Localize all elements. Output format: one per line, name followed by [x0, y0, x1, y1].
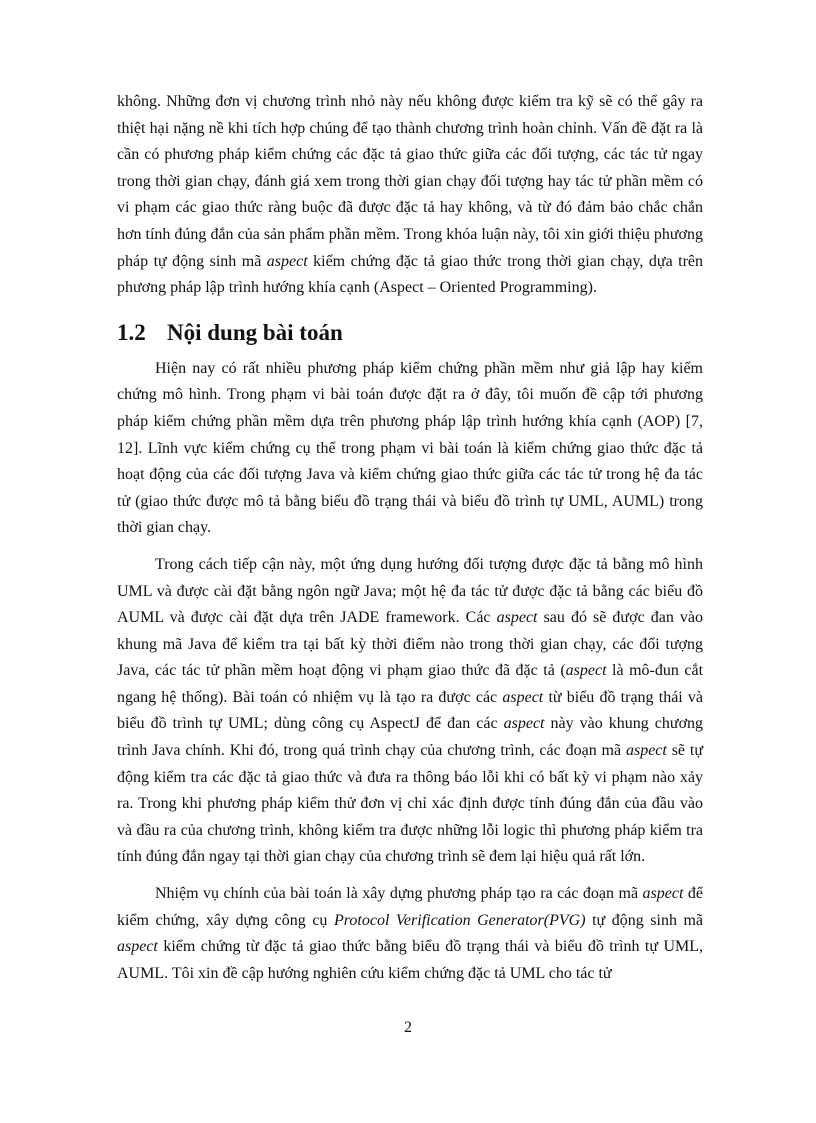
emphasis-aspect: aspect [503, 715, 545, 733]
emphasis-aspect: aspect [642, 885, 684, 903]
emphasis-tool-name: Protocol Verification Generator(PVG) [333, 911, 586, 929]
section-title: Nội dung bài toán [167, 319, 343, 345]
emphasis-aspect: aspect [565, 662, 607, 680]
section-number: 1.2 [117, 319, 146, 345]
paragraph-2: Trong cách tiếp cận này, một ứng dụng hướng đối tượng được đặc tả bằng mô hình UML và được cài đặt bằng ngôn ngữ Java; một hệ đa tác tử được đặc tả bằng các biểu đồ AUML và được cài đặt dựa trên JADE framework. Các aspect sau đó sẽ được đan vào khung mã Java để kiểm tra tại bất kỳ thời điểm nào trong thời gian chạy, các đối tượng Java, các tác tử phần mềm hoạt động vi phạm giao thức đã đặc tả (aspect là mô-đun cắt ngang hệ thống). Bài toán có nhiệm vụ là tạo ra được các aspect từ biểu đồ trạng thái và biểu đồ trình tự UML; dùng công cụ AspectJ để đan các aspect này vào khung chương trình Java chính. Khi đó, trong quá trình chạy của chương trình, các đoạn mã aspect sẽ tự động kiểm tra các đặc tả giao thức và đưa ra thông báo lỗi khi có bất kỳ vi phạm nào xảy ra. Trong khi phương pháp kiểm thử đơn vị chỉ xác định được tính đúng đắn của đầu vào và đầu ra của chương trình, không kiểm tra được những lỗi logic thì phương pháp kiểm tra tính đúng đắn ngay tại thời gian chạy của chương trình sẽ đem lại hiệu quả rất lớn. [117, 555, 704, 866]
emphasis-aspect: aspect [502, 688, 544, 706]
emphasis-aspect: aspect [496, 609, 538, 627]
section-heading [117, 319, 703, 347]
emphasis-aspect: aspect [625, 742, 667, 760]
emphasis-aspect: aspect [266, 252, 308, 270]
document-page [117, 89, 703, 987]
page-number: 2 [404, 1019, 412, 1036]
intro-paragraph: không. Những đơn vị chương trình nhỏ này nếu không được kiểm tra kỹ sẽ có thể gây ra thiệt hại nặng nề khi tích hợp chúng để tạo thành chương trình hoàn chỉnh. Vấn đề đặt ra là cần có phương pháp kiểm chứng các đặc tả giao thức giữa các đối tượng, các tác tử ngay trong thời gian chạy, đánh giá xem trong thời gian chạy đối tượng hay tác tử phần mềm có vi phạm các giao thức ràng buộc đã được đặc tả hay không, và từ đó đảm bảo chắc chắn hơn tính đúng đắn của sản phẩm phần mềm. Trong khóa luận này, tôi xin giới thiệu phương pháp tự động sinh mã aspect kiểm chứng đặc tả giao thức trong thời gian chạy, dựa trên phương pháp lập trình hướng khía cạnh (Aspect – Oriented Programming). [117, 93, 704, 297]
paragraph-3: Nhiệm vụ chính của bài toán là xây dựng phương pháp tạo ra các đoạn mã aspect để kiểm chứng, xây dựng công cụ Protocol Verification Generator(PVG) tự động sinh mã aspect kiểm chứng từ đặc tả giao thức bằng biểu đồ trạng thái và biểu đồ trình tự UML, AUML. Tôi xin đề cập hướng nghiên cứu kiểm chứng đặc tả UML cho tác tử [117, 885, 704, 982]
emphasis-aspect: aspect [117, 938, 158, 956]
paragraph-1: Hiện nay có rất nhiều phương pháp kiểm chứng phần mềm như giả lập hay kiểm chứng mô hình. Trong phạm vi bài toán được đặt ra ở đây, tôi muốn đề cập tới phương pháp kiểm chứng phần mềm dựa trên phương pháp lập trình hướng khía cạnh (AOP) [7, 12]. Lĩnh vực kiểm chứng cụ thể trong phạm vi bài toán là kiểm chứng giao thức đặc tả hoạt động của các đối tượng Java và kiểm chứng giao thức giữa các tác tử trong hệ đa tác tử (giao thức được mô tả bằng biểu đồ trạng thái và biểu đồ trình tự UML, AUML) trong thời gian chạy. [117, 359, 703, 537]
